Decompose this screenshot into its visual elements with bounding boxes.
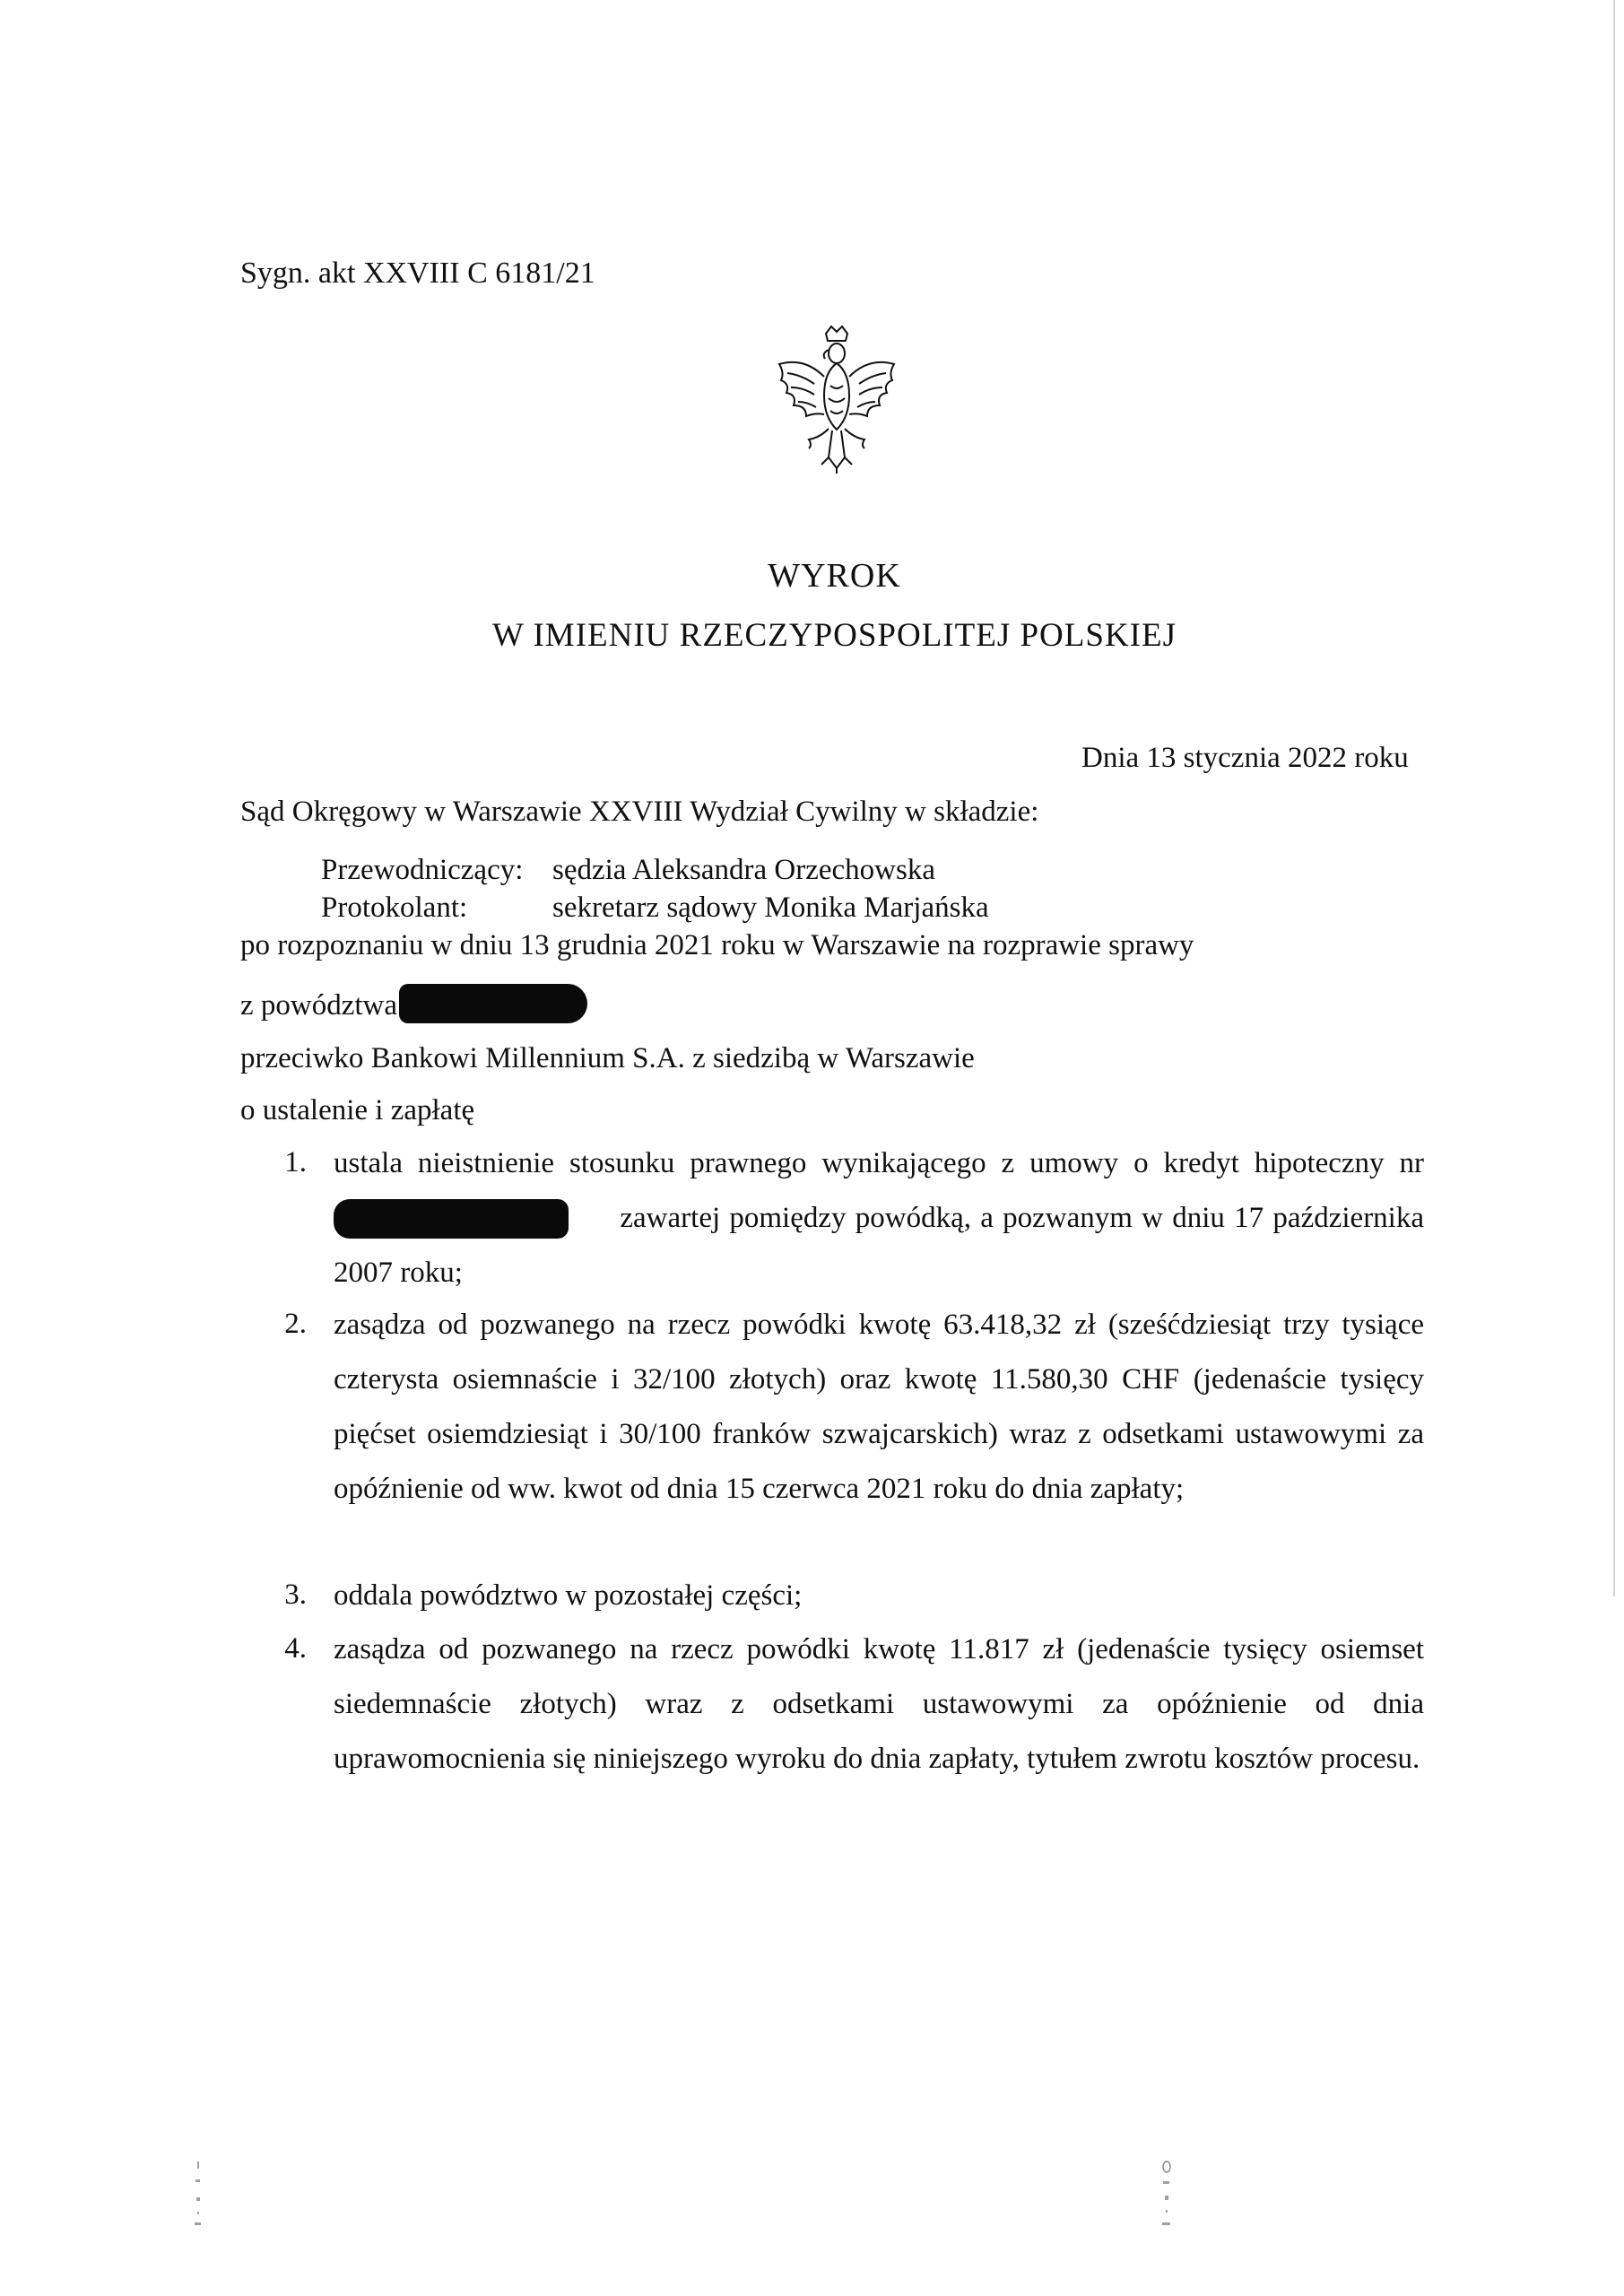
case-signature: Sygn. akt XXVIII C 6181/21 bbox=[240, 257, 595, 290]
judgment-subtitle: W IMIENIU RZECZYPOSPOLITEJ POLSKIEJ bbox=[491, 617, 1177, 654]
defendant-line: przeciwko Bankowi Millennium S.A. z siedzibą w Warszawie bbox=[240, 1042, 975, 1074]
plaintiff-line bbox=[240, 984, 587, 1023]
plaintiff-prefix: z powództwa bbox=[240, 989, 398, 1022]
scan-edge-line bbox=[1613, 0, 1615, 1596]
judgment-title: WYROK bbox=[768, 557, 901, 595]
chair-value: sędzia Aleksandra Orzechowska bbox=[552, 854, 935, 886]
clerk-value: sekretarz sądowy Monika Marjańska bbox=[552, 891, 989, 924]
item-1-line-2-text: zawartej pomiędzy powódką, a pozwanym w dniu 17 października bbox=[620, 1202, 1424, 1234]
ruling-item bbox=[334, 1136, 1424, 1300]
redaction-block bbox=[334, 1199, 569, 1239]
item-1-line-1: ustala nieistnienie stosunku prawnego wynikającego z umowy o kredyt hipoteczny nr bbox=[334, 1147, 1424, 1179]
subject-line: o ustalenie i zapłatę bbox=[240, 1094, 475, 1126]
item-number: 2. bbox=[284, 1308, 307, 1340]
scan-artifact bbox=[185, 2160, 212, 2236]
ruling-item: oddala powództwo w pozostałej części; bbox=[334, 1579, 803, 1612]
court-name: Sąd Okręgowy w Warszawie XXVIII Wydział Cywilny w składzie: bbox=[240, 796, 1039, 828]
ruling-item: zasądza od pozwanego na rzecz powódki kwotę 11.817 zł (jedenaście tysięcy osiemset siedemnaście złotych) wraz z odsetkami ustawowymi za opóźnienie od dnia uprawomocnienia się niniejszego wyroku do dnia zapłaty, tytułem zwrotu kosztów procesu. bbox=[334, 1633, 1424, 1775]
polish-eagle-emblem bbox=[769, 323, 904, 475]
scan-artifact bbox=[1153, 2160, 1180, 2236]
hearing-line: po rozpoznaniu w dniu 13 grudnia 2021 roku w Warszawie na rozprawie sprawy bbox=[240, 929, 1194, 961]
item-1-line-2 bbox=[334, 1191, 1424, 1246]
chair-label: Przewodniczący: bbox=[321, 854, 524, 886]
item-number: 3. bbox=[284, 1578, 307, 1611]
item-number: 1. bbox=[284, 1146, 307, 1178]
item-number: 4. bbox=[284, 1632, 307, 1665]
clerk-label: Protokolant: bbox=[321, 891, 468, 924]
ruling-item: zasądza od pozwanego na rzecz powódki kwotę 63.418,32 zł (sześćdziesiąt trzy tysiące czterysta osiemnaście i 32/100 złotych) oraz kwotę 11.580,30 CHF (jedenaście tysięcy pięćset osiemdziesiąt i 30/100 franków szwajcarskich) wraz z odsetkami ustawowymi za opóźnienie od ww. kwot od dnia 15 czerwca 2021 roku do dnia zapłaty; bbox=[334, 1309, 1424, 1505]
item-1-line-3: 2007 roku; bbox=[334, 1257, 463, 1289]
judgment-date: Dnia 13 stycznia 2022 roku bbox=[1081, 742, 1409, 774]
redaction-block bbox=[399, 984, 587, 1023]
